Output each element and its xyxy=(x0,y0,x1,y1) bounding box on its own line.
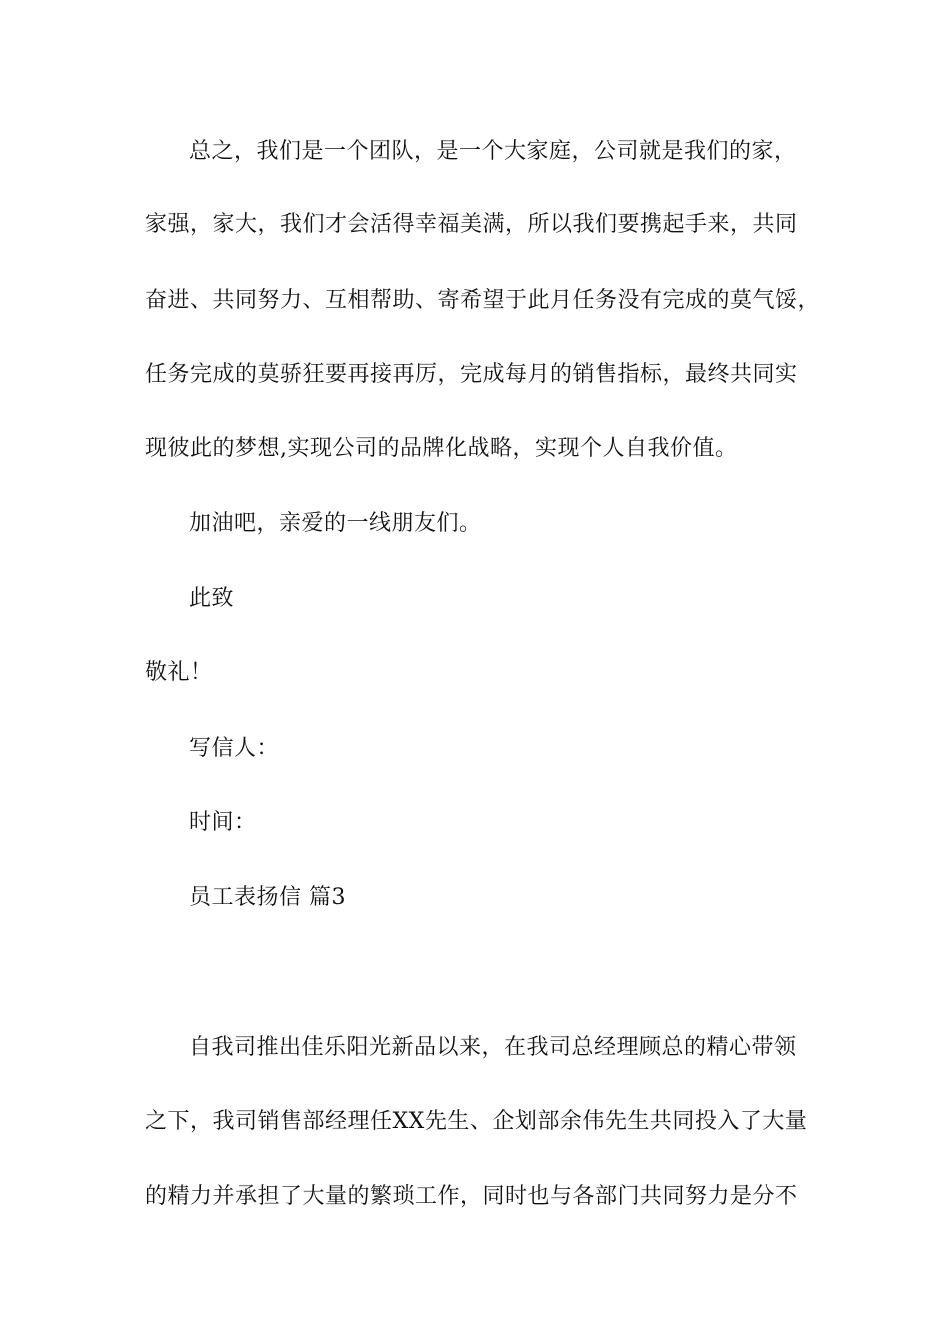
paragraph-1-line-5: 现彼此的梦想,实现公司的品牌化战略，实现个人自我价值。 xyxy=(145,436,738,461)
paragraph-2-line-1: 自我司推出佳乐阳光新品以来，在我司总经理顾总的精心带领 xyxy=(189,1035,797,1060)
paragraph-1-line-3: 奋进、共同努力、互相帮助、寄希望于此月任务没有完成的莫气馁， xyxy=(145,288,821,313)
paragraph-1-line-2: 家强，家大，我们才会活得幸福美满，所以我们要携起手来，共同 xyxy=(145,212,798,237)
time-label: 时间： xyxy=(189,810,257,835)
closing-salutation: 此致 xyxy=(189,586,235,611)
writer-label: 写信人： xyxy=(189,736,280,761)
paragraph-2-line-2: 之下，我司销售部经理任XX先生、企划部余伟先生共同投入了大量 xyxy=(145,1109,808,1134)
closing-regards: 敬礼！ xyxy=(145,660,213,685)
paragraph-1-line-4: 任务完成的莫骄狂要再接再厉，完成每月的销售指标，最终共同实 xyxy=(145,362,798,387)
section-title: 员工表扬信 篇3 xyxy=(189,885,346,910)
cheer-line: 加油吧，亲爱的一线朋友们。 xyxy=(189,511,482,536)
paragraph-1-line-1: 总之，我们是一个团队，是一个大家庭，公司就是我们的家， xyxy=(189,139,797,164)
paragraph-2-line-3: 的精力并承担了大量的繁琐工作，同时也与各部门共同努力是分不 xyxy=(145,1184,798,1209)
